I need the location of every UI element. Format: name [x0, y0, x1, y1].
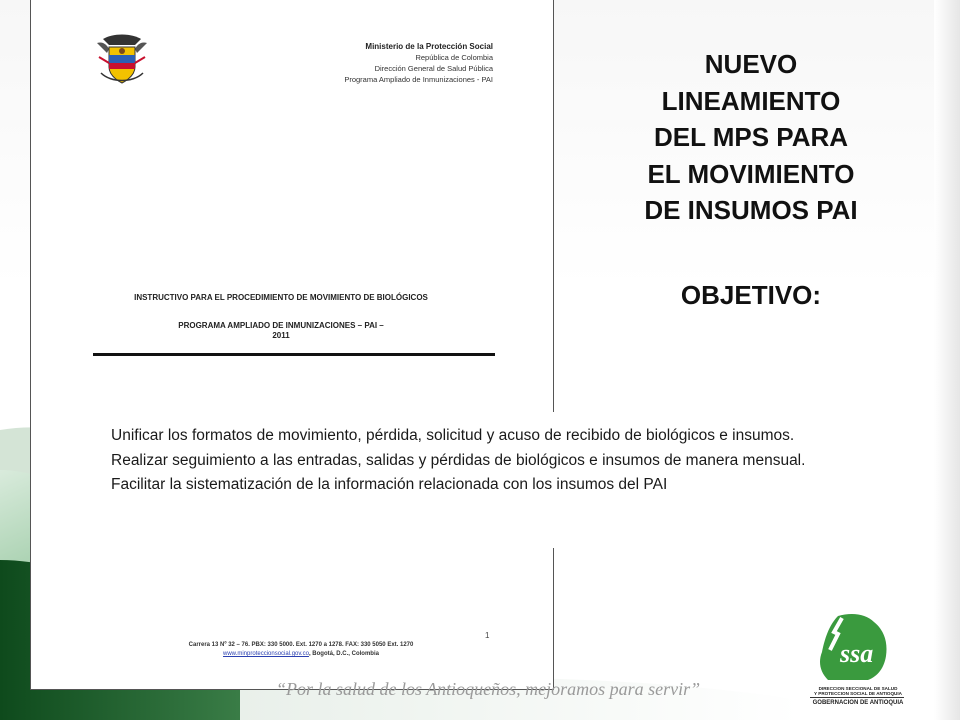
objective-item: Facilitar la sistematización de la información relacionada con los insumos del PAI	[111, 476, 668, 493]
footer-contact	[151, 650, 451, 659]
document-title-line-1: INSTRUCTIVO PARA EL PROCEDIMIENTO DE MOVIMIENTO DE BIOLÓGICOS	[134, 293, 428, 302]
document-title-year: 2011	[272, 331, 290, 340]
objectives-panel	[92, 412, 916, 548]
slide-heading	[590, 46, 912, 229]
direction-name: Dirección General de Salud Pública	[374, 64, 493, 73]
logo-divider	[810, 697, 904, 698]
document-divider	[93, 353, 495, 356]
country-name: República de Colombia	[415, 53, 493, 62]
document-page-number: 1	[485, 631, 490, 640]
document-title	[101, 293, 461, 341]
heading-line: NUEVO	[704, 49, 798, 79]
document-page	[30, 0, 554, 690]
heading-line: EL MOVIMIENTO	[647, 158, 855, 189]
objective-label: OBJETIVO:	[680, 280, 822, 310]
footer-city: Bogotá, D.C., Colombia	[312, 651, 379, 657]
svg-text:ssa: ssa	[840, 639, 874, 668]
dssa-logo-icon	[808, 612, 904, 682]
footer-website-link[interactable]: www.minproteccionsocial.gov.co	[223, 651, 309, 657]
document-header	[344, 41, 493, 85]
program-name: Programa Ampliado de Inmunizaciones - PAI	[344, 75, 493, 84]
logo-caption	[806, 686, 910, 697]
heading-line: DE INSUMOS PAI	[644, 195, 858, 225]
ministry-name: Ministerio de la Protección Social	[365, 42, 493, 51]
heading-line: DEL MPS PARA	[653, 122, 849, 152]
objective-item: Realizar seguimiento a las entradas, salidas y pérdidas de biológicos e insumos de manera mensual.	[111, 451, 806, 469]
heading-line: LINEAMIENTO	[661, 85, 841, 116]
logo-line: DIRECCION SECCIONAL DE SALUD	[818, 686, 898, 691]
slogan: “Por la salud de los Antioqueños, mejoramos para servir”	[276, 679, 701, 699]
colombia-coat-of-arms-icon	[95, 33, 149, 97]
objective-item: Unificar los formatos de movimiento, pérdida, solicitud y acuso de recibido de biológicos e insumos.	[111, 427, 795, 444]
logo-line: Y PROTECCION SOCIAL DE ANTIOQUIA	[814, 691, 902, 697]
right-edge-shade	[934, 0, 960, 720]
footer-address: Carrera 13 Nº 32 – 76. PBX: 330 5000. Ext. 1270 a 1278. FAX: 330 5050 Ext. 1270	[188, 642, 414, 648]
logo-subcaption: GOBERNACION DE ANTIOQUIA	[812, 700, 904, 706]
footer-separator: ,	[308, 651, 313, 657]
document-footer	[151, 641, 451, 659]
document-title-line-2: PROGRAMA AMPLIADO DE INMUNIZACIONES – PAI –	[178, 321, 384, 330]
